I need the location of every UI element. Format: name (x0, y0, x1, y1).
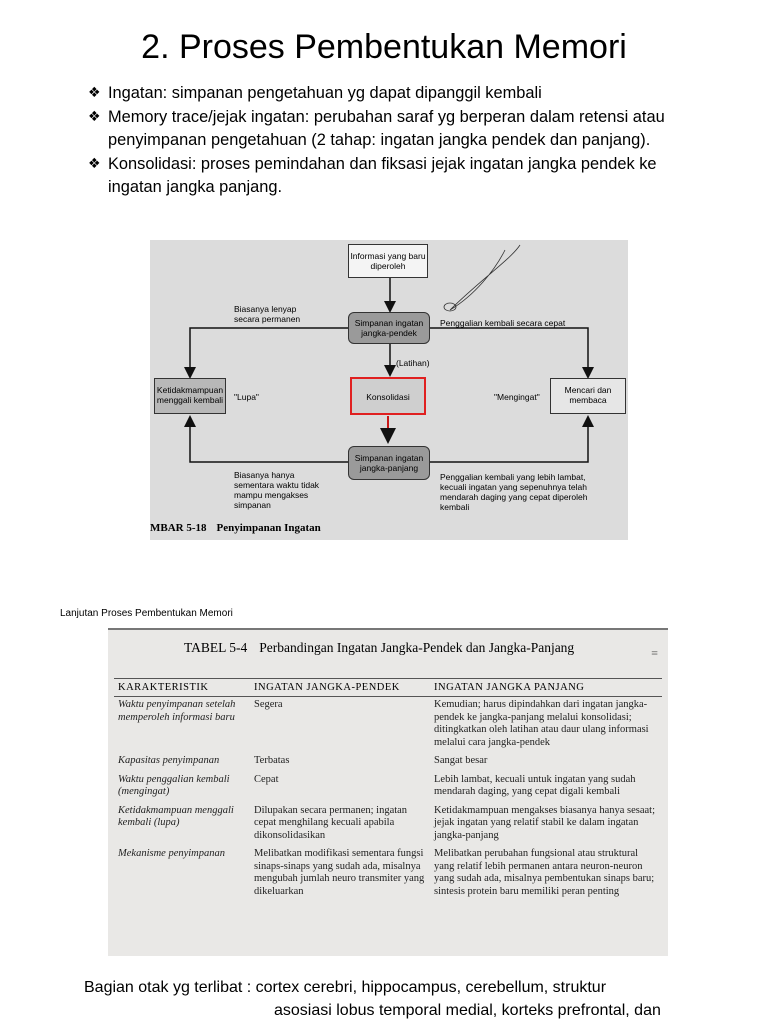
table-cell: Waktu penyimpanan setelah memperoleh informasi baru (118, 699, 236, 723)
diamond-bullet-icon: ❖ (88, 155, 101, 172)
table-title-text: Perbandingan Ingatan Jangka-Pendek dan Jangka-Panjang (259, 640, 575, 655)
footer-text (84, 976, 661, 1022)
table-cell: Segera (254, 699, 283, 710)
consolidation-box (350, 377, 426, 415)
note-top-right: Penggalian kembali secara cepat (440, 318, 566, 328)
table-cell: Dilupakan secara permanen; ingatan cepat menghilang kecuali apabila dikonsolidasikan (254, 804, 408, 841)
table-cell: Waktu penggalian kembali (mengingat) (118, 773, 230, 797)
memory-storage-diagram (150, 240, 628, 540)
long-term-storage-label: Simpanan ingatan jangka-panjang (354, 453, 424, 473)
comparison-table (114, 678, 662, 902)
bullet-item (88, 153, 708, 200)
bullet-text: Memory trace/jejak ingatan: perubahan saraf yg berperan dalam retensi atau penyimpanan pengetahuan (2 tahap: ingatan jangka pendek dan panjang). (108, 107, 665, 149)
forget-label: "Lupa" (234, 392, 259, 402)
search-and-read-box (550, 378, 626, 414)
footer-line: Bagian otak yg terlibat : cortex cerebri, hippocampus, cerebellum, struktur (84, 979, 607, 996)
figure-caption-text: Penyimpanan Ingatan (216, 522, 321, 534)
bullet-text: Ingatan: simpanan pengetahuan yg dapat dipanggil kembali (108, 84, 542, 102)
rehearsal-label: (Latihan) (396, 358, 430, 368)
table-cell: Lebih lambat, kecuali untuk ingatan yang sudah mendarah daging, yang cepat digali kembali (434, 773, 636, 797)
table-title (184, 640, 574, 656)
table-cell: Melibatkan perubahan fungsional atau struktural yang relatif lebih permanen antara neuron-neuron yang sudah ada, misalnya pembentukan sinaps baru; sintesis protein baru memiliki peran penting (434, 848, 655, 897)
note-bottom-right: Penggalian kembali yang lebih lambat, kecuali ingatan yang sepenuhnya telah mendarah daging yang cepat diperoleh kembali (440, 472, 588, 512)
consolidation-label: Konsolidasi (366, 392, 410, 402)
page-fold-icon: ≡ (651, 646, 658, 660)
table-cell: Terbatas (254, 755, 290, 766)
table-row (114, 803, 662, 847)
figure-caption (150, 522, 321, 534)
table-header: INGATAN JANGKA PANJANG (430, 679, 662, 697)
comparison-table-scan (108, 628, 668, 956)
table-row (114, 753, 662, 772)
retrieval-failure-box (154, 378, 226, 414)
table-cell: Kemudian; harus dipindahkan dari ingatan jangka-pendek ke jangka-panjang melalui konsolidasi; ditingkatkan oleh latihan atau daur ulang informasi melalui cara jangka-pendek (434, 699, 649, 748)
table-header: KARAKTERISTIK (114, 679, 250, 697)
note-bottom-left: Biasanya hanya sementara waktu tidak mampu mengakses simpanan (234, 470, 320, 510)
table-cell: Kapasitas penyimpanan (118, 755, 220, 766)
long-term-storage-box (348, 446, 430, 480)
bullet-item (88, 106, 708, 153)
table-cell: Cepat (254, 773, 279, 785)
table-row (114, 846, 662, 902)
short-term-storage-box (348, 312, 430, 344)
short-term-storage-label: Simpanan ingatan jangka-pendek (354, 318, 424, 338)
remember-label: "Mengingat" (494, 392, 540, 402)
note-top-left: Biasanya lenyap secara permanen (234, 304, 301, 324)
table-header: INGATAN JANGKA-PENDEK (250, 679, 430, 697)
footer-line: asosiasi lobus temporal medial, korteks prefrontal, dan (274, 1002, 661, 1019)
table-row (114, 772, 662, 803)
table-row (114, 697, 662, 754)
new-information-label: Informasi yang baru diperoleh (350, 251, 426, 271)
new-information-box (348, 244, 428, 278)
search-and-read-label: Mencari dan membaca (564, 385, 612, 405)
table-cell: Ketidakmampuan menggali kembali (lupa) (118, 804, 234, 828)
diamond-bullet-icon: ❖ (88, 108, 101, 125)
table-cell: Ketidakmampuan mengakses biasanya hanya sesaat; jejak ingatan yang relatif stabil ke dalam ingatan jangka-panjang (434, 804, 656, 841)
figure-number: MBAR 5-18 (150, 522, 207, 534)
bullet-item (88, 82, 708, 106)
bullet-list (88, 82, 708, 200)
table-header-row (114, 679, 662, 697)
bullet-text: Konsolidasi: proses pemindahan dan fiksasi jejak ingatan jangka pendek ke ingatan jangka panjang. (108, 154, 657, 196)
table-cell: Mekanisme penyimpanan (118, 848, 226, 859)
diamond-bullet-icon: ❖ (88, 85, 101, 101)
table-cell: Melibatkan modifikasi sementara fungsi sinaps-sinaps yang sudah ada, misalnya mengubah jumlah neuro transmiter yang dikeluarkan (254, 848, 425, 897)
section-subtitle: Lanjutan Proses Pembentukan Memori (60, 608, 233, 619)
retrieval-failure-label: Ketidakmampuan menggali kembali (156, 385, 224, 405)
table-cell: Sangat besar (434, 755, 488, 766)
page-title: 2. Proses Pembentukan Memori (141, 28, 627, 66)
table-number: TABEL 5-4 (184, 640, 248, 655)
